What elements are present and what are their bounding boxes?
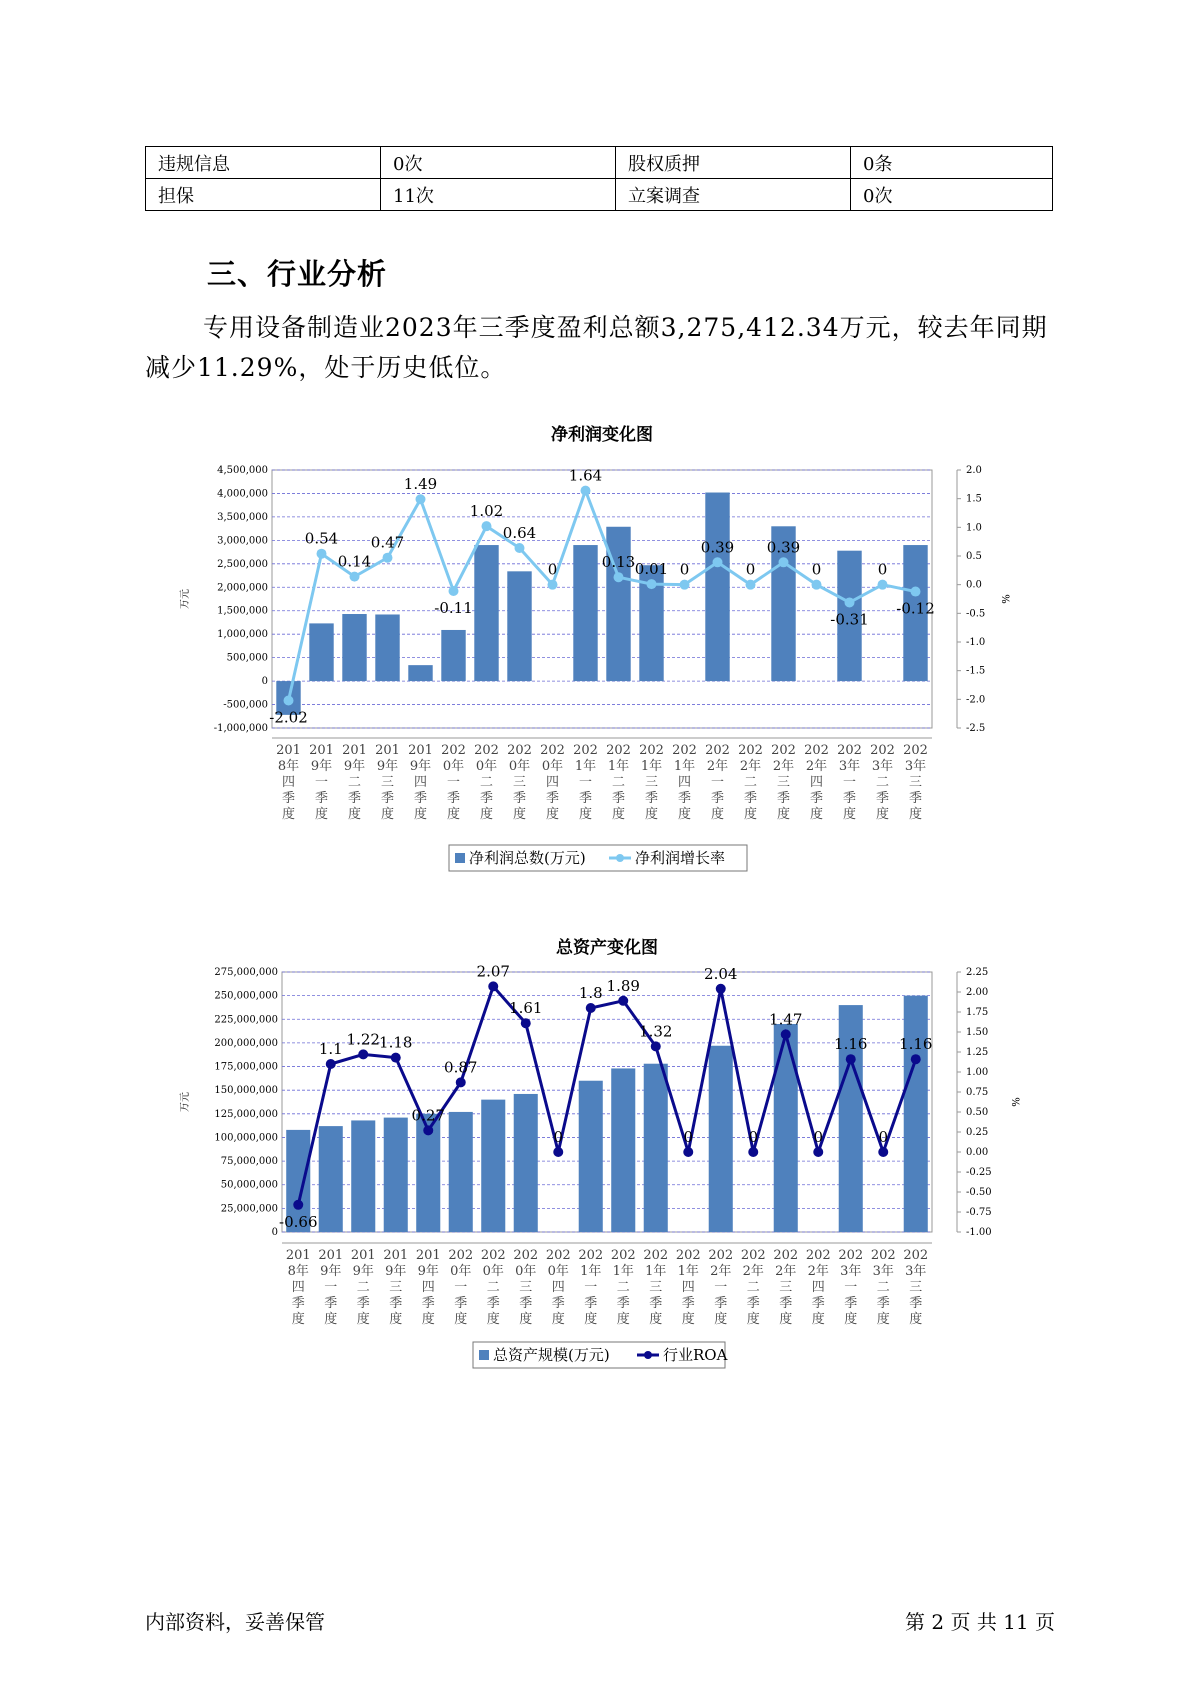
line-point [553, 1147, 563, 1157]
bar [408, 665, 432, 681]
x-tick-label: 202 2年三季度 [771, 743, 796, 822]
y2-tick-label: 0.0 [966, 579, 982, 591]
bar [709, 1046, 733, 1232]
line-point [482, 521, 492, 531]
line-point [878, 580, 888, 590]
line-point [423, 1125, 433, 1135]
y-tick-label: 4,500,000 [217, 465, 268, 476]
legend-bar-swatch [455, 853, 465, 863]
y-tick-label: 75,000,000 [220, 1156, 278, 1168]
y2-tick-label: 0.00 [966, 1147, 989, 1158]
x-tick-label: 202 2年二季度 [738, 743, 763, 822]
data-label: 1.22 [346, 1030, 380, 1049]
bar [474, 545, 498, 681]
line-point [845, 597, 855, 607]
line-point [515, 543, 525, 553]
y2-tick-label: 0.50 [966, 1107, 989, 1118]
y2-tick-label: 0.75 [966, 1087, 989, 1098]
y2-tick-label: 0.25 [966, 1127, 989, 1138]
footer-confidential: 内部资料，妥善保管 [145, 1610, 325, 1634]
x-tick-label: 202 1年三季度 [639, 743, 664, 822]
x-tick-label: 202 0年一季度 [448, 1248, 474, 1327]
x-tick-label: 202 3年一季度 [838, 1248, 864, 1327]
data-label: 1.1 [318, 1040, 343, 1058]
x-tick-label: 202 1年一季度 [578, 1248, 604, 1327]
line-point [680, 580, 690, 590]
x-tick-label: 202 1年二季度 [610, 1248, 636, 1327]
data-label: 1.64 [568, 466, 603, 485]
bar [514, 1094, 538, 1232]
y2-tick-label: 1.00 [966, 1067, 989, 1078]
y-tick-label: -1,000,000 [213, 723, 268, 734]
line-point [713, 557, 723, 567]
x-tick-label: 202 3年三季度 [903, 743, 928, 822]
y-axis-title: 万元 [180, 589, 191, 609]
bar [705, 493, 729, 682]
legend-line-label: 净利润增长率 [635, 849, 726, 867]
data-label: 0 [553, 1128, 564, 1146]
y2-tick-label: -0.25 [966, 1167, 992, 1178]
bar [579, 1081, 603, 1232]
line-point [647, 579, 657, 589]
bar [611, 1068, 635, 1232]
line-point [911, 587, 921, 597]
y2-tick-label: -1.5 [966, 665, 986, 677]
legend-line-marker [616, 854, 624, 862]
table-cell: 0次 [381, 147, 616, 179]
line-point [293, 1200, 303, 1210]
line-point [812, 580, 822, 590]
data-label: 1.18 [379, 1033, 413, 1052]
data-label: 0.39 [766, 538, 801, 557]
y-tick-label: 275,000,000 [214, 967, 278, 978]
y-tick-label: 150,000,000 [214, 1085, 278, 1097]
y2-tick-label: -2.5 [966, 723, 986, 734]
data-label: 0.54 [304, 529, 339, 548]
y-tick-label: 0 [271, 1227, 278, 1238]
y-tick-label: 175,000,000 [214, 1061, 278, 1073]
y2-axis-title: % [999, 594, 1010, 604]
x-tick-label: 201 8年四季度 [285, 1248, 311, 1327]
bar [449, 1112, 473, 1232]
x-tick-label: 202 1年四季度 [675, 1248, 701, 1327]
x-tick-label: 202 0年四季度 [545, 1248, 571, 1327]
line-point [748, 1147, 758, 1157]
x-tick-label: 201 9年一季度 [309, 743, 334, 822]
table-cell: 0条 [851, 147, 1053, 179]
y2-tick-label: 1.0 [966, 522, 982, 534]
table-cell: 0次 [851, 179, 1053, 211]
x-tick-label: 202 0年二季度 [474, 743, 499, 822]
x-tick-label: 202 3年三季度 [903, 1248, 929, 1327]
legend-bar-label: 总资产规模(万元) [493, 1346, 610, 1364]
data-label: 0.27 [411, 1106, 445, 1125]
y2-tick-label: 2.25 [966, 967, 989, 978]
y2-tick-label: -1.0 [966, 637, 986, 648]
y-tick-label: 100,000,000 [214, 1132, 278, 1144]
x-tick-label: 202 0年三季度 [507, 743, 532, 822]
data-label: 1.49 [403, 475, 438, 494]
y-tick-label: 1,500,000 [217, 605, 268, 617]
bar [573, 545, 597, 681]
line-point [521, 1018, 531, 1028]
net-profit-chart [0, 420, 1191, 880]
y2-tick-label: 1.50 [966, 1027, 989, 1038]
data-label: 0.64 [502, 523, 537, 542]
line-point [878, 1147, 888, 1157]
data-label: 2.07 [476, 962, 510, 981]
x-tick-label: 201 9年三季度 [383, 1248, 409, 1327]
bar [351, 1120, 375, 1232]
x-tick-label: 202 3年二季度 [870, 743, 895, 822]
bar [507, 571, 531, 681]
y-tick-label: 225,000,000 [214, 1014, 278, 1026]
x-tick-label: 202 0年三季度 [513, 1248, 539, 1327]
x-tick-label: 202 1年四季度 [672, 743, 697, 822]
data-label: 0.14 [337, 552, 372, 571]
line-point [488, 981, 498, 991]
y2-tick-label: 2.00 [966, 987, 989, 998]
bar [319, 1126, 343, 1232]
data-label: 0.87 [444, 1058, 478, 1077]
data-label: 2.04 [704, 964, 738, 983]
y-tick-label: 3,000,000 [217, 535, 268, 547]
y2-tick-label: -0.50 [966, 1187, 992, 1198]
y-tick-label: 250,000,000 [214, 990, 278, 1002]
y-tick-label: 2,500,000 [217, 558, 268, 570]
data-label: 0.47 [370, 533, 405, 552]
data-label: 0.01 [634, 560, 669, 579]
data-label: 0 [679, 560, 690, 579]
bar [774, 1024, 798, 1232]
y-tick-label: 1,000,000 [217, 629, 268, 641]
line-point [326, 1059, 336, 1069]
bar [441, 630, 465, 681]
y2-tick-label: 0.5 [966, 551, 982, 562]
data-label: 0 [745, 560, 756, 579]
y-axis-title: 万元 [180, 1092, 191, 1112]
data-label: 1.02 [469, 502, 504, 521]
bar [606, 527, 630, 681]
data-label: 1.61 [509, 999, 543, 1018]
line-point [317, 549, 327, 559]
x-tick-label: 202 2年二季度 [740, 1248, 766, 1327]
plot-area [272, 470, 935, 728]
line-point [284, 695, 294, 705]
data-label: 1.8 [578, 984, 603, 1002]
chart-title: 总资产变化图 [556, 938, 658, 958]
legend-bar-label: 净利润总数(万元) [469, 849, 586, 867]
y-tick-label: 4,000,000 [217, 488, 268, 500]
x-tick-label: 201 9年二季度 [350, 1248, 376, 1327]
line-point [716, 984, 726, 994]
data-label: 0 [813, 1128, 824, 1146]
y-tick-label: 2,000,000 [217, 582, 268, 594]
line-point [456, 1077, 466, 1087]
data-label: 1.47 [769, 1010, 803, 1029]
table-cell: 担保 [146, 179, 381, 211]
y2-axis-title: % [1009, 1097, 1020, 1107]
line-point [548, 580, 558, 590]
x-tick-label: 202 0年四季度 [540, 743, 565, 822]
legend-bar-swatch [479, 1350, 489, 1360]
y2-tick-label: -1.00 [966, 1227, 992, 1238]
data-label: 1.32 [639, 1022, 673, 1041]
data-label: 0.13 [601, 553, 636, 572]
table-cell: 股权质押 [616, 147, 851, 179]
data-label: -0.66 [279, 1212, 318, 1231]
legend-line-marker [644, 1351, 652, 1359]
footer-page-number: 第 2 页 共 11 页 [905, 1610, 1055, 1634]
info-table [145, 146, 1053, 211]
table-cell: 违规信息 [146, 147, 381, 179]
section-title: 三、行业分析 [207, 257, 388, 291]
line-point [383, 553, 393, 563]
line-point [581, 486, 591, 496]
bar [375, 614, 399, 681]
y2-tick-label: 1.25 [966, 1047, 989, 1058]
bar [342, 614, 366, 681]
line-point [416, 494, 426, 504]
x-tick-label: 202 3年一季度 [837, 743, 862, 822]
x-tick-label: 202 2年一季度 [705, 743, 730, 822]
data-label: 0 [811, 560, 822, 579]
x-tick-label: 201 9年一季度 [318, 1248, 344, 1327]
x-tick-label: 202 1年一季度 [573, 743, 598, 822]
line-point [813, 1147, 823, 1157]
bar [644, 1064, 668, 1232]
data-label: 0 [683, 1128, 694, 1146]
y2-tick-label: -0.75 [966, 1207, 992, 1218]
line-point [350, 572, 360, 582]
data-label: -0.31 [830, 610, 869, 629]
bar [481, 1100, 505, 1232]
chart-title: 净利润变化图 [551, 425, 653, 445]
x-tick-label: 202 2年三季度 [773, 1248, 799, 1327]
data-label: 0 [547, 560, 558, 579]
data-label: -0.11 [434, 598, 473, 617]
x-tick-label: 202 2年四季度 [804, 743, 829, 822]
y-tick-label: 500,000 [226, 652, 268, 664]
analysis-paragraph: 专用设备制造业2023年三季度盈利总额3,275,412.34万元，较去年同期减少11.29%，处于历史低位。 [145, 313, 1048, 382]
line-point [911, 1054, 921, 1064]
y-tick-label: 25,000,000 [220, 1203, 278, 1215]
x-tick-label: 202 0年一季度 [441, 743, 466, 822]
x-tick-label: 202 0年二季度 [480, 1248, 506, 1327]
legend-line-label: 行业ROA [663, 1346, 728, 1364]
y-tick-label: 3,500,000 [217, 511, 268, 523]
line-point [449, 586, 459, 596]
bar [309, 623, 333, 681]
bar [904, 996, 928, 1232]
line-point [779, 557, 789, 567]
x-tick-label: 201 9年四季度 [408, 743, 433, 822]
y-tick-label: 50,000,000 [220, 1179, 278, 1191]
x-tick-label: 202 2年一季度 [708, 1248, 734, 1327]
line-point [746, 580, 756, 590]
x-tick-label: 201 9年三季度 [375, 743, 400, 822]
y-tick-label: 0 [261, 676, 268, 688]
line-point [358, 1049, 368, 1059]
x-tick-label: 202 1年二季度 [606, 743, 631, 822]
line-point [651, 1041, 661, 1051]
table-row [146, 179, 1053, 211]
x-tick-label: 201 8年四季度 [276, 743, 301, 822]
bar [384, 1118, 408, 1232]
data-label: 1.16 [899, 1035, 933, 1054]
table-row [146, 147, 1053, 179]
line-point [618, 996, 628, 1006]
data-label: -2.02 [269, 708, 308, 727]
y-tick-label: 200,000,000 [214, 1037, 278, 1049]
total-assets-chart [0, 930, 1191, 1390]
y2-tick-label: 1.5 [966, 493, 982, 505]
data-label: 0.39 [700, 538, 735, 557]
data-label: -0.12 [896, 599, 935, 618]
y-tick-label: 125,000,000 [214, 1108, 278, 1120]
table-cell: 11次 [381, 179, 616, 211]
y2-tick-label: -2.0 [966, 694, 986, 706]
line-point [781, 1029, 791, 1039]
line-point [846, 1054, 856, 1064]
x-tick-label: 201 9年四季度 [415, 1248, 441, 1327]
line-point [391, 1053, 401, 1063]
y2-tick-label: 2.0 [966, 465, 982, 476]
y2-tick-label: -0.5 [966, 608, 986, 620]
data-label: 0 [748, 1128, 759, 1146]
line-point [586, 1003, 596, 1013]
x-tick-label: 202 1年三季度 [643, 1248, 669, 1327]
x-tick-label: 201 9年二季度 [342, 743, 367, 822]
y-tick-label: -500,000 [223, 699, 268, 711]
data-label: 0 [878, 1128, 889, 1146]
table-cell: 立案调查 [616, 179, 851, 211]
line-point [683, 1147, 693, 1157]
x-tick-label: 202 2年四季度 [805, 1248, 831, 1327]
y2-tick-label: 1.75 [966, 1007, 989, 1018]
line-point [614, 572, 624, 582]
x-tick-label: 202 3年二季度 [870, 1248, 896, 1327]
data-label: 1.89 [606, 976, 640, 995]
data-label: 1.16 [834, 1035, 868, 1054]
data-label: 0 [877, 560, 888, 579]
